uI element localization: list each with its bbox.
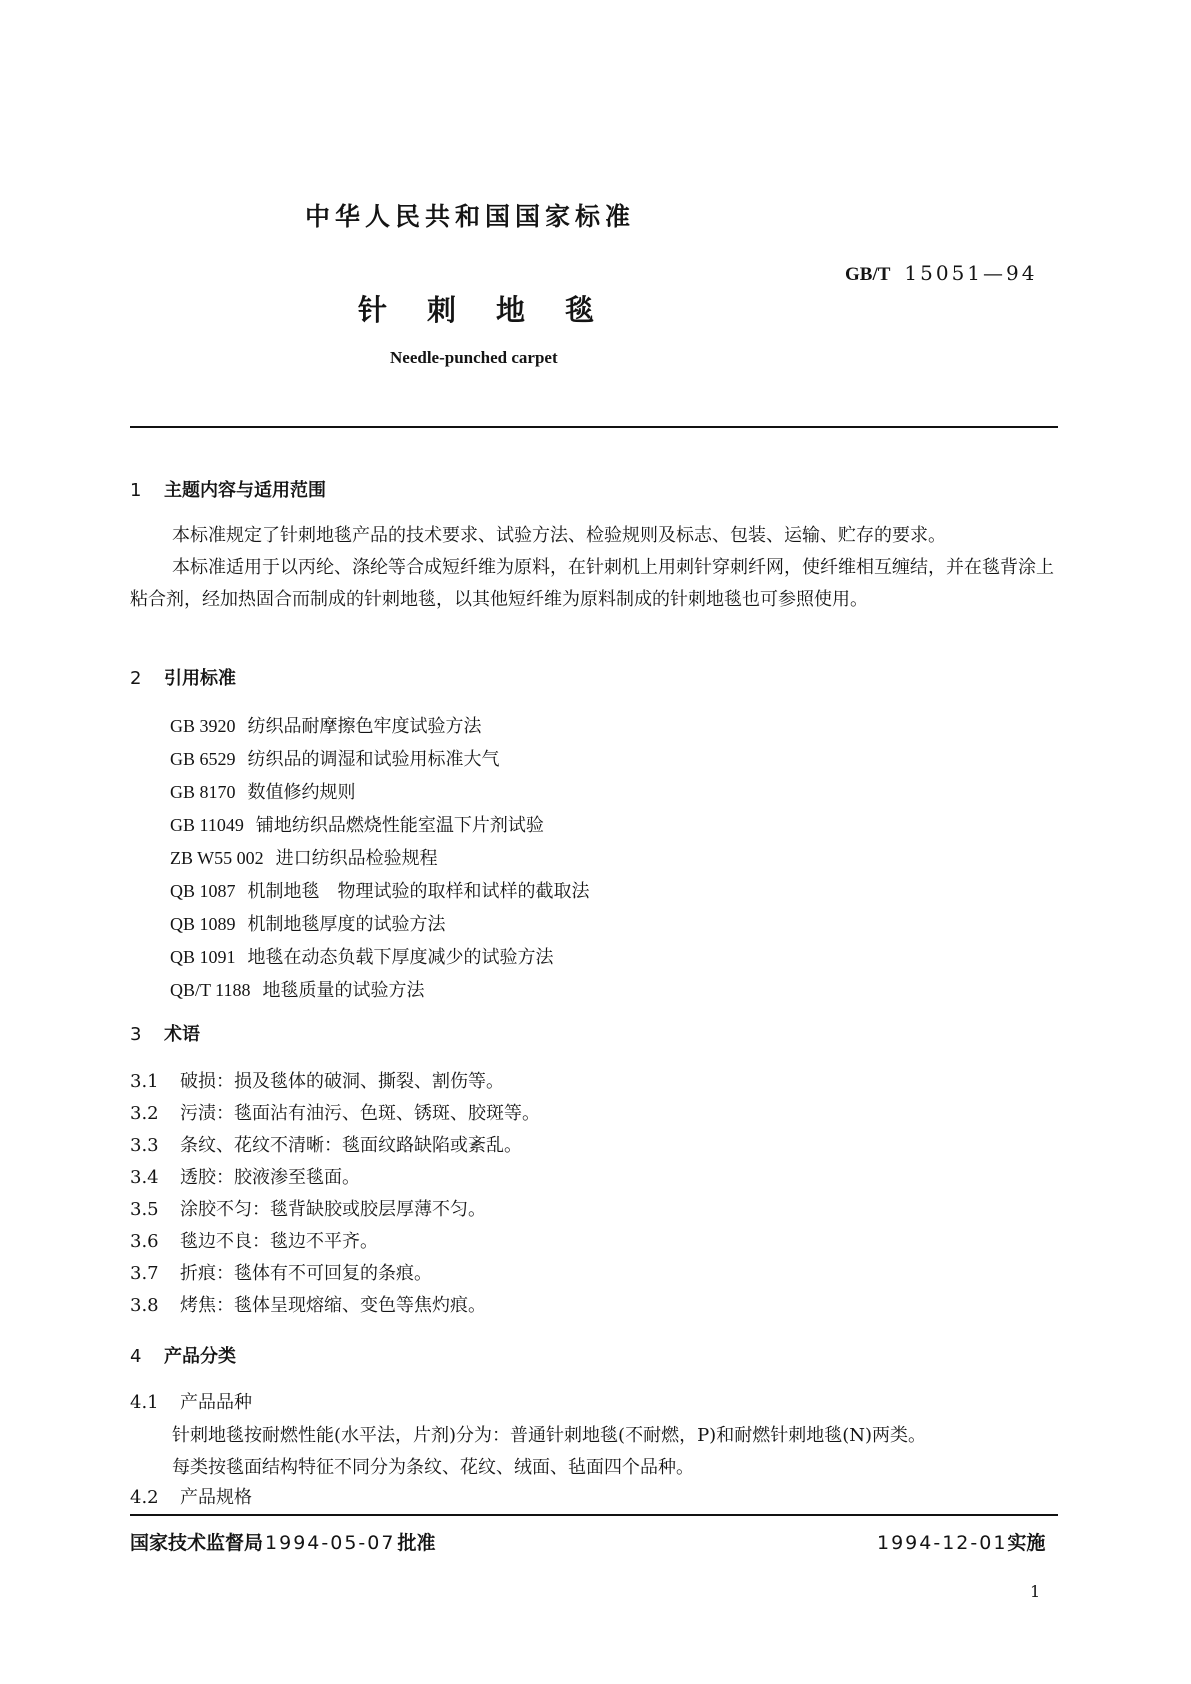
subsection-4-1-paragraph-2: 每类按毯面结构特征不同分为条纹、花纹、绒面、毡面四个品种。 xyxy=(172,1457,694,1478)
term-definition: 烤焦：毯体呈现熔缩、变色等焦灼痕。 xyxy=(180,1295,486,1316)
reference-code: GB 8170 xyxy=(170,782,236,802)
reference-item xyxy=(170,776,590,809)
section-3-title: 术语 xyxy=(164,1024,200,1045)
reference-code: QB/T 1188 xyxy=(170,980,251,1000)
term-definition: 污渍：毯面沾有油污、色斑、锈斑、胶斑等。 xyxy=(180,1103,540,1124)
reference-item xyxy=(170,743,590,776)
reference-code: GB 11049 xyxy=(170,815,244,835)
term-number: 3.5 xyxy=(130,1199,159,1220)
term-definition: 折痕：毯体有不可回复的条痕。 xyxy=(180,1263,432,1284)
reference-title: 地毯质量的试验方法 xyxy=(262,980,425,1001)
term-number: 3.7 xyxy=(130,1263,159,1284)
reference-item xyxy=(170,908,590,941)
section-1-number: 1 xyxy=(130,480,142,501)
section-3-heading xyxy=(130,1020,200,1046)
section-1-paragraph-2: 本标准适用于以丙纶、涤纶等合成短纤维为原料，在针刺机上用刺针穿刺纤网，使纤维相互缠结，并在毯背涂上粘合剂，经加热固合而制成的针刺地毯，以其他短纤维为原料制成的针刺地毯也可参照使用。 xyxy=(130,557,1054,610)
reference-code: ZB W55 002 xyxy=(170,848,264,868)
section-4-title: 产品分类 xyxy=(164,1346,236,1367)
reference-title: 数值修约规则 xyxy=(247,782,356,803)
term-number: 3.2 xyxy=(130,1103,159,1124)
reference-item xyxy=(170,842,590,875)
term-item xyxy=(130,1130,540,1162)
reference-title: 地毯在动态负载下厚度减少的试验方法 xyxy=(247,947,554,968)
footer-divider xyxy=(130,1514,1058,1516)
subsection-4-1-title: 产品品种 xyxy=(180,1392,252,1413)
header-divider xyxy=(130,426,1058,428)
section-1-title: 主题内容与适用范围 xyxy=(164,480,326,501)
reference-title: 纺织品耐摩擦色牢度试验方法 xyxy=(247,716,482,737)
reference-list xyxy=(170,710,590,1007)
standard-category-title: 中华人民共和国国家标准 xyxy=(305,202,636,231)
subsection-4-2-heading xyxy=(130,1483,252,1509)
term-item xyxy=(130,1194,540,1226)
subsection-4-1-heading xyxy=(130,1388,252,1414)
term-number: 3.4 xyxy=(130,1167,159,1188)
term-number: 3.3 xyxy=(130,1135,159,1156)
effective-label: 实施 xyxy=(1007,1532,1046,1554)
page-number: 1 xyxy=(1030,1582,1041,1601)
english-title: Needle-punched carpet xyxy=(390,348,558,367)
reference-code: GB 6529 xyxy=(170,749,236,769)
section-2-number: 2 xyxy=(130,668,142,689)
reference-code: QB 1087 xyxy=(170,881,236,901)
document-title: 针刺地毯 xyxy=(358,293,635,327)
term-number: 3.8 xyxy=(130,1295,159,1316)
section-2-title: 引用标准 xyxy=(164,668,236,689)
standard-prefix: GB/T xyxy=(845,264,891,285)
term-list xyxy=(130,1066,540,1322)
term-definition: 条纹、花纹不清晰：毯面纹路缺陷或紊乱。 xyxy=(180,1135,522,1156)
term-item xyxy=(130,1066,540,1098)
reference-item xyxy=(170,875,590,908)
standard-number xyxy=(845,261,1037,286)
reference-code: QB 1091 xyxy=(170,947,236,967)
reference-title: 进口纺织品检验规程 xyxy=(275,848,438,869)
term-definition: 透胶：胶液渗至毯面。 xyxy=(180,1167,360,1188)
reference-code: GB 3920 xyxy=(170,716,236,736)
term-item xyxy=(130,1226,540,1258)
reference-title: 纺织品的调湿和试验用标准大气 xyxy=(247,749,500,770)
reference-title: 铺地纺织品燃烧性能室温下片剂试验 xyxy=(255,815,544,836)
subsection-4-2-title: 产品规格 xyxy=(180,1487,252,1508)
effective-line xyxy=(877,1528,1045,1555)
term-definition: 破损：损及毯体的破洞、撕裂、割伤等。 xyxy=(180,1071,504,1092)
reference-item xyxy=(170,710,590,743)
term-item xyxy=(130,1258,540,1290)
approval-label: 批准 xyxy=(397,1532,436,1554)
effective-date: 1994-12-01 xyxy=(877,1532,1008,1554)
subsection-4-1-number: 4.1 xyxy=(130,1392,159,1413)
reference-title: 机制地毯厚度的试验方法 xyxy=(247,914,446,935)
section-1-heading xyxy=(130,476,326,502)
reference-item xyxy=(170,941,590,974)
reference-item xyxy=(170,974,590,1007)
reference-item xyxy=(170,809,590,842)
term-item xyxy=(130,1098,540,1130)
term-number: 3.1 xyxy=(130,1071,159,1092)
term-number: 3.6 xyxy=(130,1231,159,1252)
reference-title: 机制地毯 物理试验的取样和试样的截取法 xyxy=(247,881,590,902)
approval-line xyxy=(130,1528,435,1555)
section-2-heading xyxy=(130,664,236,690)
standard-number-value: 15051—94 xyxy=(904,261,1038,285)
section-3-number: 3 xyxy=(130,1024,142,1045)
section-4-number: 4 xyxy=(130,1346,142,1367)
subsection-4-2-number: 4.2 xyxy=(130,1487,159,1508)
reference-code: QB 1089 xyxy=(170,914,236,934)
section-1-paragraph-1: 本标准规定了针刺地毯产品的技术要求、试验方法、检验规则及标志、包装、运输、贮存的要求。 xyxy=(172,525,946,546)
section-4-heading xyxy=(130,1342,236,1368)
term-item xyxy=(130,1162,540,1194)
term-item xyxy=(130,1290,540,1322)
issuing-authority: 国家技术监督局 xyxy=(130,1532,264,1554)
approval-date: 1994-05-07 xyxy=(265,1532,396,1554)
term-definition: 涂胶不匀：毯背缺胶或胶层厚薄不匀。 xyxy=(180,1199,486,1220)
subsection-4-1-paragraph-1: 针刺地毯按耐燃性能(水平法，片剂)分为：普通针刺地毯(不耐燃，P)和耐燃针刺地毯(N)两类。 xyxy=(172,1425,926,1446)
term-definition: 毯边不良：毯边不平齐。 xyxy=(180,1231,378,1252)
